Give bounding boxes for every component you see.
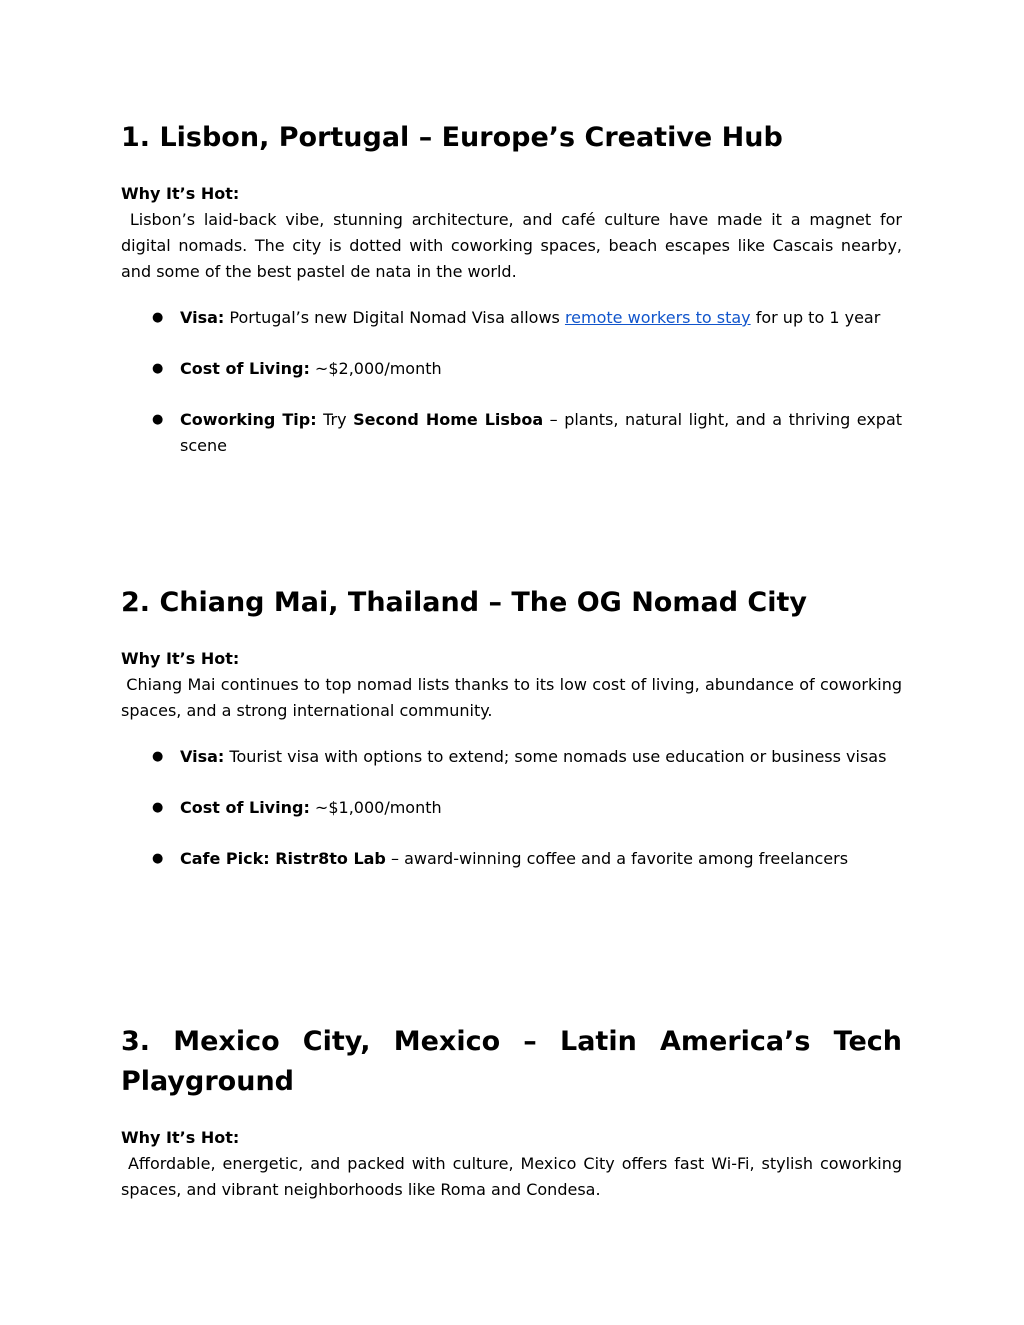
section-heading: 3. Mexico City, Mexico – Latin America’s Tech Playground xyxy=(121,1026,902,1097)
section-mexico-city xyxy=(121,1022,908,1203)
why-label: Why It’s Hot: xyxy=(121,649,240,668)
bullet-icon: ● xyxy=(152,749,164,764)
section-paragraph: Chiang Mai continues to top nomad lists thanks to its low cost of living, abundance of coworking spaces, and a strong international community. xyxy=(121,675,908,720)
section-lisbon xyxy=(121,118,908,459)
bullet-icon: ● xyxy=(152,851,164,866)
bullet-list xyxy=(121,744,902,872)
item-text: ~$1,000/month xyxy=(309,798,442,817)
item-text: – plants, natural light, and a thriving expat scene xyxy=(180,410,908,455)
item-text: for up to 1 year xyxy=(750,308,881,327)
list-item-cost xyxy=(121,356,902,382)
section-paragraph: Affordable, energetic, and packed with culture, Mexico City offers fast Wi-Fi, stylish coworking spaces, and vibrant neighborhoods like Roma and Condesa. xyxy=(121,1154,908,1199)
section-heading: 2. Chiang Mai, Thailand – The OG Nomad City xyxy=(121,587,808,618)
item-label: Cost of Living: xyxy=(180,359,310,378)
section-chiang-mai xyxy=(121,583,908,872)
bullet-icon: ● xyxy=(152,361,164,376)
item-label: Visa: xyxy=(180,747,225,766)
list-item-visa xyxy=(121,744,902,770)
section-paragraph: Lisbon’s laid-back vibe, stunning architecture, and café culture have made it a magnet for digital nomads. The city is dotted with coworking spaces, beach escapes like Cascais nearby, and some of the best pastel de nata in the world. xyxy=(121,210,908,281)
item-text: Tourist visa with options to extend; some nomads use education or business visas xyxy=(224,747,887,766)
item-text: Try xyxy=(316,410,354,429)
list-item-cost xyxy=(121,795,902,821)
item-text: Portugal’s new Digital Nomad Visa allows xyxy=(224,308,565,327)
item-label: Cafe Pick: Ristr8to Lab xyxy=(180,849,386,868)
item-label: Coworking Tip: xyxy=(180,410,317,429)
remote-workers-link[interactable]: remote workers to stay xyxy=(564,308,751,327)
list-item-cafe xyxy=(121,846,902,872)
item-bold: Second Home Lisboa xyxy=(353,410,544,429)
list-item-visa xyxy=(121,305,902,331)
list-item-coworking xyxy=(121,407,908,459)
item-text: – award-winning coffee and a favorite among freelancers xyxy=(385,849,849,868)
bullet-icon: ● xyxy=(152,412,164,427)
why-label: Why It’s Hot: xyxy=(121,184,240,203)
section-heading: 1. Lisbon, Portugal – Europe’s Creative Hub xyxy=(121,122,783,153)
bullet-list xyxy=(121,305,908,459)
item-text: ~$2,000/month xyxy=(309,359,442,378)
bullet-icon: ● xyxy=(152,800,164,815)
bullet-icon: ● xyxy=(152,310,164,325)
item-label: Visa: xyxy=(180,308,225,327)
why-label: Why It’s Hot: xyxy=(121,1128,240,1147)
item-label: Cost of Living: xyxy=(180,798,310,817)
